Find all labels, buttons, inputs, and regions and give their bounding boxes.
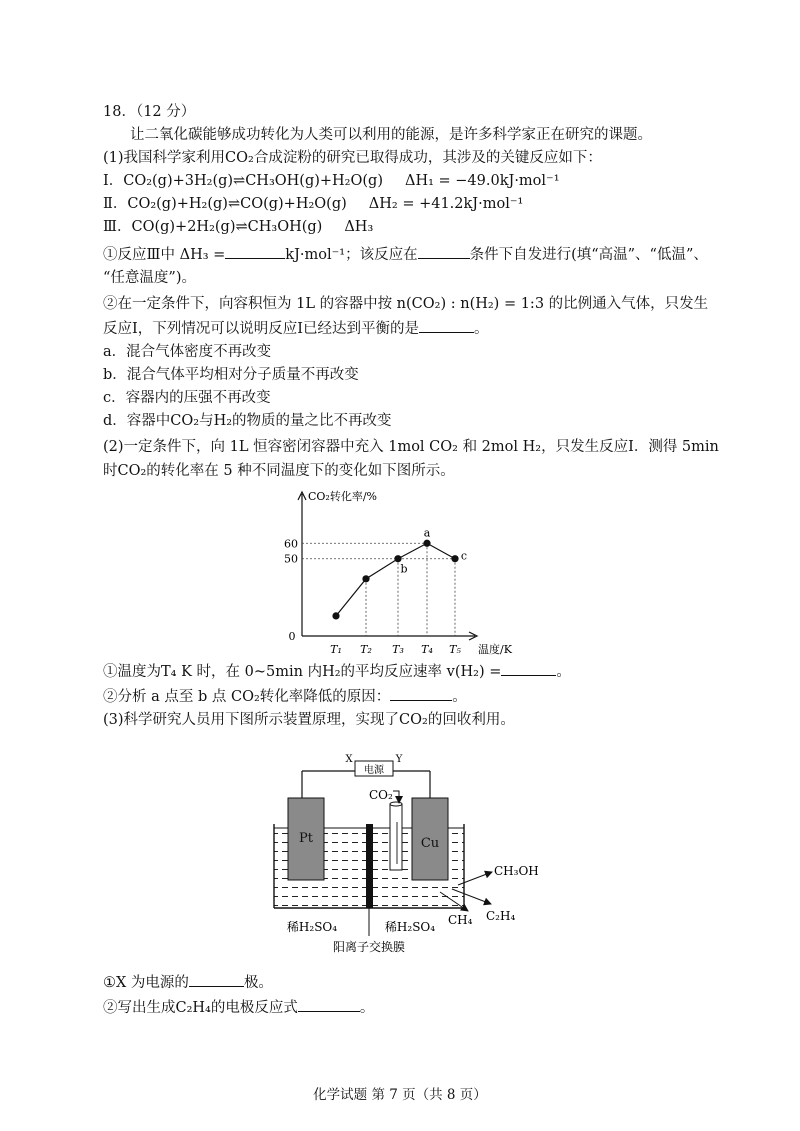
answer-blank[interactable] xyxy=(419,317,474,333)
cu-label: Cu xyxy=(420,836,440,851)
part1-q1-cont: “任意温度”)。 xyxy=(103,270,196,286)
point-label: b xyxy=(400,562,408,576)
terminal-y: Y xyxy=(395,754,403,765)
part2-q1 xyxy=(103,660,571,683)
data-point xyxy=(423,540,430,547)
page-footer: 化学试题 第 7 页（共 8 页） xyxy=(313,1087,487,1103)
reaction-label: Ⅰ． xyxy=(103,173,124,189)
x-axis-label: 温度/K xyxy=(478,643,512,656)
data-point xyxy=(332,612,339,619)
data-point xyxy=(362,575,369,582)
part3-q1-text-b: 极。 xyxy=(243,975,273,991)
cu-electrode xyxy=(412,798,448,880)
answer-blank[interactable] xyxy=(225,243,285,259)
product-ch4: CH₄ xyxy=(448,913,473,927)
reaction-equation: CO₂(g)+3H₂(g)⇌CH₃OH(g)+H₂O(g) xyxy=(123,173,383,189)
cation-exchange-membrane xyxy=(366,824,373,908)
part3-q2 xyxy=(103,996,374,1019)
answer-blank[interactable] xyxy=(418,243,470,259)
point-label: c xyxy=(460,549,468,563)
option-b: b．混合气体平均相对分子质量不再改变 xyxy=(103,367,359,383)
terminal-x: X xyxy=(345,754,353,765)
pt-label: Pt xyxy=(299,831,313,846)
part2-q1-end: 。 xyxy=(556,664,571,680)
power-label: 电源 xyxy=(364,765,384,776)
intro-text: 让二氧化碳能够成功转化为人类可以利用的能源，是许多科学家正在研究的课题。 xyxy=(130,127,652,143)
part1-heading: (1)我国科学家利用CO₂合成淀粉的研究已取得成功，其涉及的关键反应如下： xyxy=(103,150,602,166)
point-label: a xyxy=(423,526,431,540)
reaction-1 xyxy=(103,170,560,192)
co2-label: CO₂ xyxy=(369,788,393,802)
answer-blank[interactable] xyxy=(501,660,556,676)
part1-q1-text-a: ①反应Ⅲ中 ΔH₃ = xyxy=(103,247,226,263)
answer-blank[interactable] xyxy=(390,685,452,701)
part2-q2-end: 。 xyxy=(452,689,467,705)
power-supply xyxy=(302,754,430,798)
origin-label: 0 xyxy=(288,630,296,643)
part3-q2-end: 。 xyxy=(359,1000,375,1016)
product-c2h4: C₂H₄ xyxy=(486,909,516,923)
x-tick-label: T₄ xyxy=(421,643,433,656)
part2-line1: (2)一定条件下，向 1L 恒容密闭容器中充入 1mol CO₂ 和 2mol H₂，只发生反应Ⅰ．测得 5min xyxy=(103,439,719,455)
answer-blank[interactable] xyxy=(298,996,360,1012)
part3-q2-text: ②写出生成C₂H₄的电极反应式 xyxy=(103,1000,298,1016)
reaction-equation: CO(g)+2H₂(g)⇌CH₃OH(g) xyxy=(131,219,323,235)
left-solution-label: 稀H₂SO₄ xyxy=(286,920,338,934)
part1-q1-text-b: kJ·mol⁻¹；该反应在 xyxy=(285,247,418,263)
reaction-equation: CO₂(g)+H₂(g)⇌CO(g)+H₂O(g) xyxy=(127,196,347,212)
part1-q1 xyxy=(103,243,708,266)
part2-q1-text: ①温度为T₄ K 时，在 0~5min 内H₂的平均反应速率 v(H₂) = xyxy=(103,664,502,680)
right-solution-label: 稀H₂SO₄ xyxy=(384,920,436,934)
data-point xyxy=(451,555,458,562)
part1-q2-line2 xyxy=(103,317,488,340)
part3-heading: (3)科学研究人员用下图所示装置原理，实现了CO₂的回收利用。 xyxy=(103,712,515,728)
answer-blank[interactable] xyxy=(189,971,244,987)
reaction-2 xyxy=(103,193,523,215)
x-tick-label: T₂ xyxy=(360,643,372,656)
question-number: 18．（12 分） xyxy=(103,104,196,120)
membrane-label: 阳离子交换膜 xyxy=(332,940,406,954)
x-tick-label: T₅ xyxy=(449,643,461,656)
y-tick-label: 50 xyxy=(284,552,298,566)
y-axis-label: CO₂转化率/% xyxy=(308,490,378,503)
part3-q1 xyxy=(103,971,273,994)
option-d: d．容器中CO₂与H₂的物质的量之比不再改变 xyxy=(103,413,392,429)
part1-q2-text: 反应Ⅰ，下列情况可以说明反应Ⅰ已经达到平衡的是 xyxy=(103,321,419,337)
x-tick-label: T₁ xyxy=(330,643,342,656)
series-line xyxy=(336,543,455,616)
reaction-label: Ⅱ． xyxy=(103,196,128,212)
product-ch3oh: CH₃OH xyxy=(494,864,539,878)
part2-line2: 时CO₂的转化率在 5 种不同温度下的变化如下图所示。 xyxy=(103,463,455,479)
part1-q1-text-c: 条件下自发进行(填“高温”、“低温”、 xyxy=(469,247,708,263)
part1-q2-end: 。 xyxy=(473,321,489,337)
reaction-3 xyxy=(103,216,373,238)
pt-electrode xyxy=(288,798,324,880)
reaction-enthalpy: ΔH₂ = +41.2kJ·mol⁻¹ xyxy=(368,196,524,212)
part2-q2 xyxy=(103,685,467,708)
part2-q2-text: ②分析 a 点至 b 点 CO₂转化率降低的原因： xyxy=(103,689,391,705)
reaction-label: Ⅲ． xyxy=(103,219,132,235)
reaction-enthalpy: ΔH₁ = −49.0kJ·mol⁻¹ xyxy=(404,173,560,189)
x-tick-label: T₃ xyxy=(392,643,404,656)
option-c: c．容器内的压强不再改变 xyxy=(103,390,271,406)
part1-q2-line1: ②在一定条件下，向容积恒为 1L 的容器中按 n(CO₂) : n(H₂) = 1:3 的比例通入气体，只发生 xyxy=(103,296,709,312)
electrolysis-diagram xyxy=(262,748,562,963)
option-a: a．混合气体密度不再改变 xyxy=(103,344,272,360)
part3-q1-text-a: ①X 为电源的 xyxy=(103,975,189,991)
conversion-chart xyxy=(270,484,530,659)
y-tick-label: 60 xyxy=(284,537,298,551)
reaction-enthalpy: ΔH₃ xyxy=(344,219,374,235)
data-point xyxy=(394,555,401,562)
